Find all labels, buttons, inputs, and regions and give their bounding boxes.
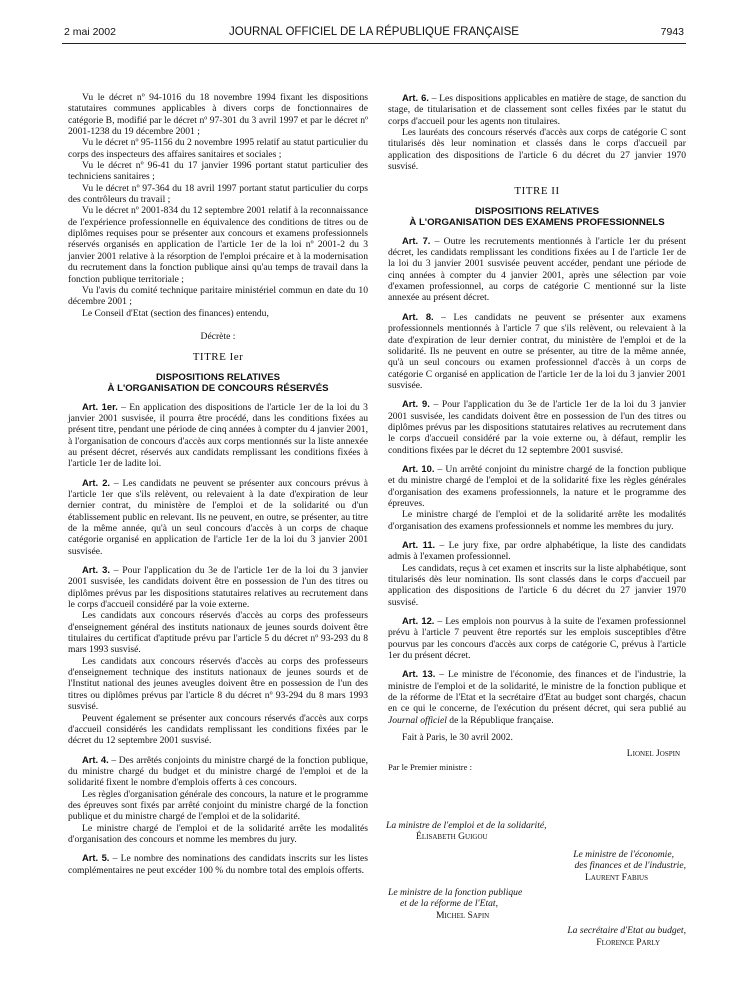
signatures: [388, 732, 686, 773]
visa-5: Vu le décret nº 2001-834 du 12 septembre 2001 relatif à la reconnaissance de l'expérience professionnelle en équivalence des conditions de titres ou de diplômes requises pour se présenter aux concours et examens professionnels réservés organisés en application de l'article 1er de la loi nº 2001-2 du 3 janvier 2001 relative à la résorption de l'emploi précaire et à la modernisation du recrutement dans la fonction publique ainsi qu'au temps de travail dans la fonction publique territoriale ;: [68, 205, 368, 285]
article-1: [68, 401, 368, 470]
visa-4: Vu le décret nº 97-364 du 18 avril 1997 portant statut particulier du corps des contrôleurs du travail ;: [68, 182, 368, 206]
sec-budget-name: Florence Parly: [596, 936, 660, 948]
article-11-text: – Le jury fixe, par ordre alphabétique, la liste des candidats admis à l'examen professionnel.: [388, 540, 686, 563]
visa-7: Le Conseil d'Etat (section des finances) entendu,: [82, 307, 269, 319]
article-3-para-2: Les candidats aux concours réservés d'accès au corps des professeurs d'enseignement général des instituts nationaux de jeunes sourds doivent être titulaires du certificat d'aptitude prévu par l'article 5 du décret nº 93-293 du 8 mars 1993 susvisé.: [68, 610, 368, 656]
min-eco-name: Laurent Fabius: [585, 871, 648, 883]
article-4-text: – Des arrêtés conjoints du ministre chargé de la fonction publique, du ministre chargé du budget et du ministre chargé de l'emploi et de la solidarité fixent le nombre d'emplois offerts à ces concours.: [68, 754, 368, 789]
article-12: [388, 615, 686, 661]
page-number: 7943: [660, 26, 684, 38]
article-10: [388, 463, 686, 509]
article-7: [388, 235, 686, 304]
article-3: [68, 564, 368, 610]
titre-1-heading-line2: À L'ORGANISATION DE CONCOURS RÉSERVÉS: [107, 382, 329, 394]
header-rule: [62, 43, 686, 44]
titre-2-heading-line2: À L'ORGANISATION DES EXAMENS PROFESSIONNELS: [409, 216, 665, 228]
decrete: Décrète :: [200, 330, 236, 342]
article-11-para-2: Les candidats, reçus à cet examen et inscrits sur la liste alphabétique, sont titularisés dès leur nomination. Ils sont classés dans le corps d'accueil par application des dispositions de l'article 6 du décret du 27 janvier 1970 susvisé.: [388, 562, 686, 608]
article-6-text: – Les dispositions applicables en matière de stage, de sanction du stage, de titularisation et de classement sont celles fixées par le statut du corps d'accueil pour les agents non titulaires.: [388, 93, 686, 127]
issue-date: 2 mai 2002: [64, 26, 116, 38]
article-3-label: Art. 3.: [82, 564, 110, 576]
min-eco-title-1: Le ministre de l'économie,: [573, 848, 674, 860]
min-fp-title-1: Le ministre de la fonction publique: [388, 887, 523, 899]
article-11: [388, 539, 686, 563]
article-6-para-2: Les lauréats des concours réservés d'accès aux corps de catégorie C sont titularisés dès leur nomination et classés dans le corps d'accueil par application des dispositions de l'article 6 du décret du 27 janvier 1970 susvisé.: [388, 127, 686, 173]
article-1-label: Art. 1er.: [82, 400, 118, 412]
article-1-text: – En application des dispositions de l'article 1er de la loi du 3 janvier 2001 susvisée, il pourra être procédé, dans les conditions fixées au présent titre, pendant une période de cinq années à compter du 4 janvier 2001, à l'organisation de concours d'accès aux corps mentionnés sur la liste annexée au présent décret, réservés aux candidats remplissant les conditions fixées à l'article 1er de ladite loi.: [68, 401, 368, 470]
par-le-premier-ministre: Par le Premier ministre :: [388, 761, 473, 772]
article-2-text: – Les candidats ne peuvent se présenter aux concours prévus à l'article 1er que s'ils relèvent, ou relevaient à la date d'expiration de leur dernier contrat, du ministère de l'emploi et de la solidarité ou d'un établissement public en relevant. Ils ne peuvent, en outre, se présenter, au titre de la même année, qu'à un seul concours d'accès à un corps de chaque catégorie organisé en application de l'article 1er de la loi du 3 janvier 2001 susvisée.: [68, 477, 368, 557]
article-9-label: Art. 9.: [402, 398, 430, 410]
page-header: [64, 26, 684, 42]
article-13-text-a: – Le ministre de l'économie, des finances et de l'industrie, la ministre de l'emploi et de la solidarité, le ministre de la fonction publique et de la réforme de l'Etat et la secrétaire d'Etat au budget sont chargés, chacun en ce qui le concerne, de l'exécution du présent décret, qui sera publié au: [388, 669, 686, 715]
article-4: [68, 754, 368, 789]
titre-2-heading-line1: DISPOSITIONS RELATIVES: [474, 205, 600, 217]
article-6: [388, 92, 686, 127]
article-10-label: Art. 10.: [402, 462, 435, 474]
min-fp-title-2: et de la réforme de l'Etat,: [400, 898, 498, 910]
article-11-label: Art. 11.: [402, 539, 436, 550]
article-7-text: – Outre les recrutements mentionnés à l'article 1er du présent décret, les candidats remplissant les conditions fixées au I de l'article 1er de la loi du 3 janvier 2001 susvisée peuvent accéder, pendant une période de cinq années à compter du 4 janvier 2001, après une sélection par voie d'examen professionnel, au corps de catégorie C mentionné sur la liste annexée au présent décret.: [388, 235, 686, 304]
visa-3: Vu le décret nº 96-41 du 17 janvier 1996 portant statut particulier des techniciens sanitaires ;: [68, 160, 368, 183]
titre-2: TITRE II: [514, 185, 560, 198]
article-2: [68, 477, 368, 557]
article-8: [388, 311, 686, 391]
article-3-para-3: Les candidats aux concours réservés d'accès au corps des professeurs d'enseignement technique des instituts nationaux de jeunes sourds et de l'Institut national des jeunes aveugles doivent être en possession de l'un des titres ou diplômes prévus par l'article 8 du décret nº 93-294 du 8 mars 1993 susvisé.: [68, 655, 368, 713]
article-2-label: Art. 2.: [82, 476, 111, 488]
article-12-label: Art. 12.: [402, 615, 435, 627]
left-column: [68, 92, 368, 876]
article-12-text: – Les emplois non pourvus à la suite de l'examen professionnel prévu à l'article 7 peuvent être reportés sur les emplois susceptibles d'être pourvus par les concours d'accès aux corps de catégorie C, prévus à l'article 1er du présent décret.: [388, 616, 686, 662]
article-4-label: Art. 4.: [82, 753, 109, 765]
article-9-text: – Pour l'application du 3e de l'article 1er de la loi du 3 janvier 2001 susvisée, les candidats doivent être en possession de l'un des titres ou diplômes prévus par les dispositions statutaires relatives au recrutement dans le corps d'accueil considéré par la voie externe ou, à défaut, remplir les conditions fixées par le décret du 12 septembre 2001 susvisé.: [388, 399, 686, 456]
article-3-text: – Pour l'application du 3e de l'article 1er de la loi du 3 janvier 2001 susvisée, les candidats doivent être en possession de l'un des titres ou diplômes prévus par les dispositions statutaires relatives au recrutement dans le corps d'accueil considéré par la voie externe.: [68, 565, 368, 611]
article-5-text: – Le nombre des nominations des candidats inscrits sur les listes complémentaires ne peut excéder 100 % du nombre total des emplois offerts.: [68, 853, 368, 876]
min-emploi-name: Élisabeth Guigou: [416, 831, 488, 843]
article-7-label: Art. 7.: [402, 234, 431, 246]
signature-block: [388, 820, 688, 948]
min-fp-name: Michel Sapin: [436, 909, 490, 921]
article-8-text: – Les candidats ne peuvent se présenter aux examens professionnels mentionnés à l'article 7 que s'ils relèvent, ou relevaient à la date d'expiration de leur dernier contrat, du ministère de l'emploi et de la solidarité. Ils ne peuvent en outre se présenter, au titre de la même année, qu'à un seul concours ou examen professionnel d'accès à un corps de catégorie C organisé en application de l'article 1er de la loi du 3 janvier 2001 susvisée.: [388, 311, 686, 391]
min-emploi-title: La ministre de l'emploi et de la solidarité,: [386, 820, 547, 831]
visa-1: Vu le décret nº 94-1016 du 18 novembre 1994 fixant les dispositions statutaires communes applicables à divers corps de fonctionnaires de catégorie B, modifié par le décret nº 97-301 du 3 avril 1997 et par le décret nº 2001-1238 du 19 décembre 2001 ;: [68, 92, 368, 138]
article-4-para-2: Les règles d'organisation générale des concours, la nature et le programme des épreuves sont fixés par arrêté conjoint du ministre chargé de la fonction publique et du ministre chargé de l'emploi et de la solidarité.: [68, 788, 368, 823]
article-9: [388, 398, 686, 456]
journal-title: JOURNAL OFFICIEL DE LA RÉPUBLIQUE FRANÇAISE: [229, 26, 519, 38]
article-3-para-4: Peuvent également se présenter aux concours réservés d'accès aux corps d'accueil considérés les candidats remplissant les conditions fixées par le décret du 12 septembre 2001 susvisé.: [68, 712, 368, 747]
titre-1: TITRE Ier: [192, 351, 244, 364]
article-10-para-2: Le ministre chargé de l'emploi et de la solidarité arrête les modalités d'organisation des examens professionnels et nomme les membres du jury.: [388, 509, 686, 532]
article-4-para-3: Le ministre chargé de l'emploi et de la solidarité arrête les modalités d'organisation des concours et nomme les membres du jury.: [68, 822, 368, 845]
fait-a-paris: Fait à Paris, le 30 avril 2002.: [402, 732, 513, 744]
article-5-label: Art. 5.: [82, 852, 110, 864]
article-13-label: Art. 13.: [402, 668, 436, 680]
article-8-label: Art. 8.: [402, 310, 434, 322]
signatory-premier-ministre: Lionel Jospin: [626, 747, 680, 759]
article-5: [68, 852, 368, 876]
min-eco-title-2: des finances et de l'industrie,: [574, 860, 686, 872]
article-13: [388, 668, 686, 726]
article-13-journal: Journal officiel: [388, 714, 447, 726]
sec-budget-title: La secrétaire d'Etat au budget,: [567, 925, 686, 937]
article-6-label: Art. 6.: [402, 92, 429, 103]
visa-2: Vu le décret nº 95-1156 du 2 novembre 1995 relatif au statut particulier du corps des inspecteurs des affaires sanitaires et sociales ;: [68, 137, 368, 160]
titre-1-heading-line1: DISPOSITIONS RELATIVES: [155, 371, 281, 383]
article-10-text: – Un arrêté conjoint du ministre chargé de la fonction publique et du ministre chargé de l'emploi et de la solidarité fixe les règles générales d'organisation des examens professionnels, la nature et le programme des épreuves.: [388, 463, 686, 509]
right-column: [388, 92, 686, 773]
article-13-text-b: de la République française.: [446, 714, 554, 726]
visa-6: Vu l'avis du comité technique paritaire ministériel commun en date du 10 décembre 2001 ;: [68, 284, 368, 308]
